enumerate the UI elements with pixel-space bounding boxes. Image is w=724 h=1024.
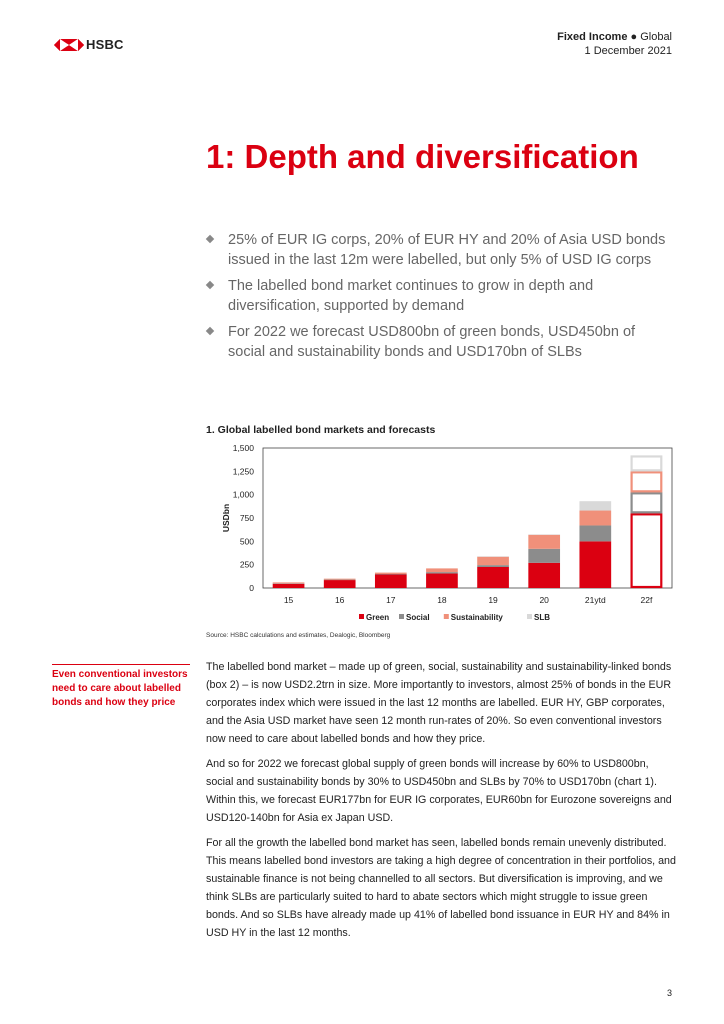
bar-segment-slb: [579, 501, 611, 510]
key-points-list: [206, 230, 676, 368]
bar-segment-green: [273, 584, 305, 588]
bar-segment-sustainability: [528, 535, 560, 549]
header-region: Global: [640, 31, 672, 43]
header-meta: [557, 30, 672, 58]
bar-segment-sustainability: [579, 511, 611, 526]
y-axis-label: USDbn: [221, 503, 231, 533]
bar-segment-green: [375, 574, 407, 588]
bar-segment-sustainability: [324, 579, 356, 580]
logo-text: HSBC: [86, 37, 124, 52]
header-date: 1 December 2021: [584, 45, 672, 57]
bar-segment-green: [477, 567, 509, 588]
y-tick-label: 500: [239, 536, 254, 547]
page-number: 3: [666, 988, 672, 998]
key-point-text: For 2022 we forecast USD800bn of green bonds, USD450bn of social and sustainability bonds and USD170bn of SLBs: [228, 324, 636, 360]
legend-swatch-green: [359, 614, 364, 619]
legend-label-sustainability: Sustainability: [450, 613, 503, 622]
bar-segment-sustainability: [477, 557, 509, 565]
bar-segment-social: [632, 493, 662, 512]
bullet-diamond-icon: [206, 235, 214, 243]
y-tick-label: 1,250: [232, 466, 254, 477]
x-tick-label: 16: [334, 595, 345, 605]
bar-segment-green: [426, 574, 458, 588]
key-point: [206, 276, 676, 316]
bar-segment-green: [528, 563, 560, 588]
bar-segment-green: [324, 580, 356, 588]
paragraph: And so for 2022 we forecast global supply of green bonds will increase by 60% to USD800bn, social and sustainability bonds by 30% to USD450bn and SLBs by 70% to USD170bn (chart 1). Within this, we forecast EUR177bn for EUR IG corporates, EUR60bn for Eurozone sovereigns and USD120-140bn for Asia ex Japan USD.: [206, 758, 672, 824]
legend-label-social: Social: [406, 613, 430, 622]
x-tick-label: 19: [488, 595, 498, 605]
bar-segment-green: [579, 541, 611, 588]
bullet-diamond-icon: [206, 327, 214, 335]
legend-swatch-social: [399, 614, 404, 619]
bar-segment-social: [579, 525, 611, 541]
key-point: [206, 322, 676, 362]
y-tick-label: 0: [249, 583, 254, 593]
key-point: [206, 230, 676, 270]
chart-title: 1. Global labelled bond markets and forecasts: [206, 424, 436, 436]
x-tick-label: 15: [283, 595, 294, 605]
key-point-text: The labelled bond market continues to grow in depth and diversification, supported by demand: [228, 278, 594, 314]
y-tick-label: 1,000: [232, 489, 254, 500]
bar-segment-social: [477, 565, 509, 567]
x-tick-label: 22f: [640, 595, 653, 605]
legend-label-green: Green: [366, 613, 390, 622]
page-title: 1: Depth and diversification: [206, 138, 639, 175]
y-tick-label: 250: [239, 559, 254, 570]
legend-swatch-slb: [527, 614, 532, 619]
bullet-diamond-icon: [206, 281, 214, 289]
paragraph: The labelled bond market – made up of green, social, sustainability and sustainability-linked bonds (box 2) – is now USD2.2trn in size. More importantly to investors, almost 25% of bonds in the EUR corporates index which were issued in the last 12 months are labelled. EUR HY, GBP corporates, and the Asia USD market have seen 12 month run-rates of 20%. So even conventional investors now need to care about labelled bonds and how they price.: [206, 661, 672, 745]
bar-segment-sustainability: [273, 582, 305, 583]
bar-segment-social: [528, 549, 560, 563]
y-tick-label: 1,500: [232, 443, 254, 453]
side-note: Even conventional investors need to care about labelled bonds and how they price: [52, 664, 190, 710]
x-tick-label: 21ytd: [584, 595, 606, 605]
legend-swatch-sustainability: [444, 614, 449, 619]
bar-segment-sustainability: [426, 568, 458, 572]
bar-segment-slb: [632, 456, 662, 470]
bar-segment-social: [426, 572, 458, 573]
key-point-text: 25% of EUR IG corps, 20% of EUR HY and 20% of Asia USD bonds issued in the last 12m were labelled, but only 5% of USD IG corps: [228, 232, 666, 268]
paragraph: For all the growth the labelled bond market has seen, labelled bonds remain unevenly distributed. This means labelled bond investors are taking a high degree of concentration in their portfolios, and sustainable finance is not being channelled to all sectors. But diversification is improving, and we think SLBs are particularly suited to hard to abate sectors which might struggle to issue green bonds. And so SLBs have already made up 41% of labelled bond issuance in EUR HY and 84% in USD HY in the last 12 months.: [206, 837, 676, 939]
body-text: [206, 658, 676, 949]
header-section: Fixed Income: [557, 31, 628, 43]
bar-segment-green: [632, 514, 662, 587]
legend-label-slb: SLB: [534, 613, 550, 622]
header-separator-dot: ●: [630, 31, 641, 43]
x-tick-label: 18: [437, 595, 447, 605]
x-tick-label: 20: [539, 595, 549, 605]
chart-source: Source: HSBC calculations and estimates, Dealogic, Bloomberg: [206, 632, 391, 639]
y-tick-label: 750: [239, 513, 254, 523]
bar-segment-sustainability: [375, 573, 407, 574]
bar-segment-sustainability: [632, 472, 662, 491]
x-tick-label: 17: [386, 595, 396, 605]
labelled-bond-chart: [206, 440, 676, 640]
